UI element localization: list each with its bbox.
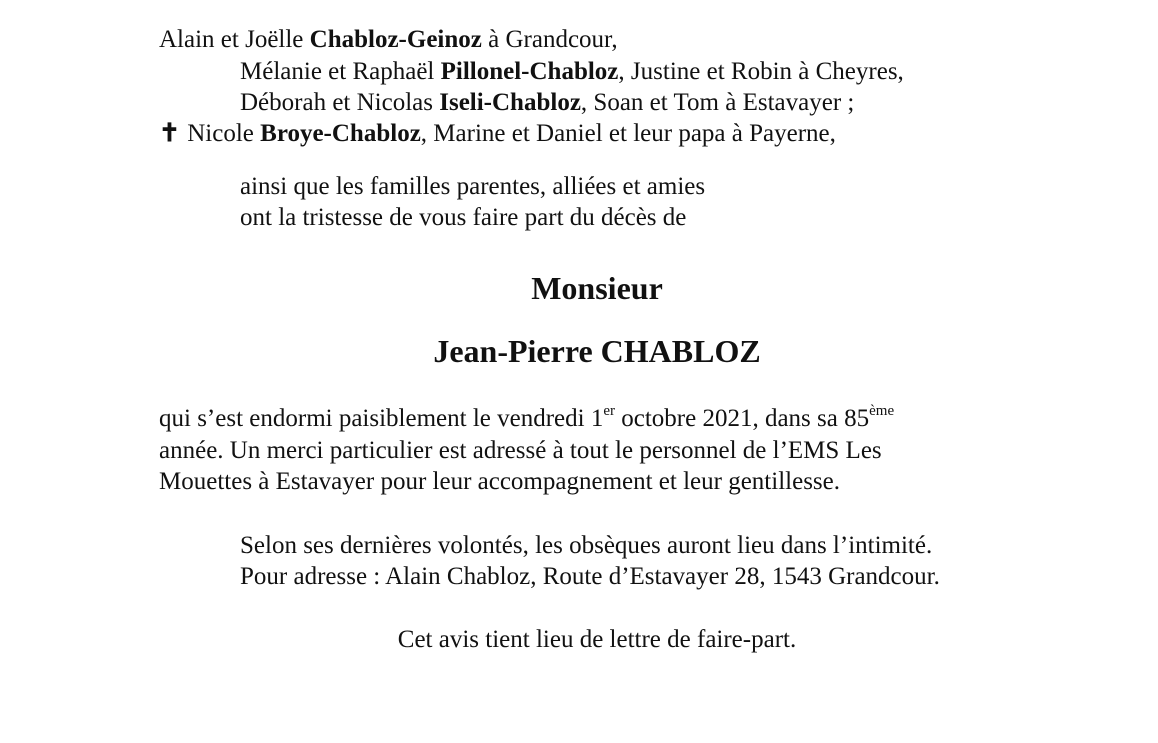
message-line-3: Mouettes à Estavayer pour leur accompagnement et leur gentillesse. [159,468,840,495]
family-line-2-post: , Justine et Robin à Cheyres, [618,58,904,85]
deceased-name: Jean-Pierre CHABLOZ [433,333,761,369]
family-line-4-post: , Marine et Daniel et leur papa à Payerne, [420,120,836,147]
family-line-2-name: Pillonel-Chabloz [440,58,619,85]
family-line-2-pre: Mélanie et Raphaël [240,58,441,85]
deceased-salutation: Monsieur [531,270,663,306]
message-superscript-1: er [603,403,615,419]
family-line-3-pre: Déborah et Nicolas [240,89,440,116]
family-line-3-name: Iseli-Chabloz [439,89,581,116]
details-line-2: Pour adresse : Alain Chabloz, Route d’Estavayer 28, 1543 Grandcour. [240,563,940,590]
family-line-1-pre: Alain et Joëlle [159,26,310,53]
message-line-1-b: octobre 2021, dans sa 85 [615,405,870,432]
message-superscript-2: ème [869,403,895,419]
details-line-1: Selon ses dernières volontés, les obsèques auront lieu dans l’intimité. [240,532,933,559]
closing-note: Cet avis tient lieu de lettre de faire-part. [397,626,797,653]
intro-line-2: ont la tristesse de vous faire part du décès de [240,204,687,231]
family-line-4-pre: Nicole [181,120,261,147]
family-line-4-name: Broye-Chabloz [260,120,421,147]
family-line-1-post: à Grandcour, [481,26,618,53]
family-line-1-name: Chabloz-Geinoz [309,26,482,53]
cross-icon: ✝ [159,120,180,147]
message-line-1 [159,403,894,435]
family-line-3-post: , Soan et Tom à Estavayer ; [580,89,855,116]
message-line-2: année. Un merci particulier est adressé à tout le personnel de l’EMS Les [159,437,882,464]
family-line-3 [240,87,854,119]
family-line-2 [240,56,904,88]
intro-line-1: ainsi que les familles parentes, alliées et amies [240,173,706,200]
message-line-1-a: qui s’est endormi paisiblement le vendredi 1 [159,405,604,432]
family-line-4 [159,118,836,150]
family-line-1 [159,24,618,56]
